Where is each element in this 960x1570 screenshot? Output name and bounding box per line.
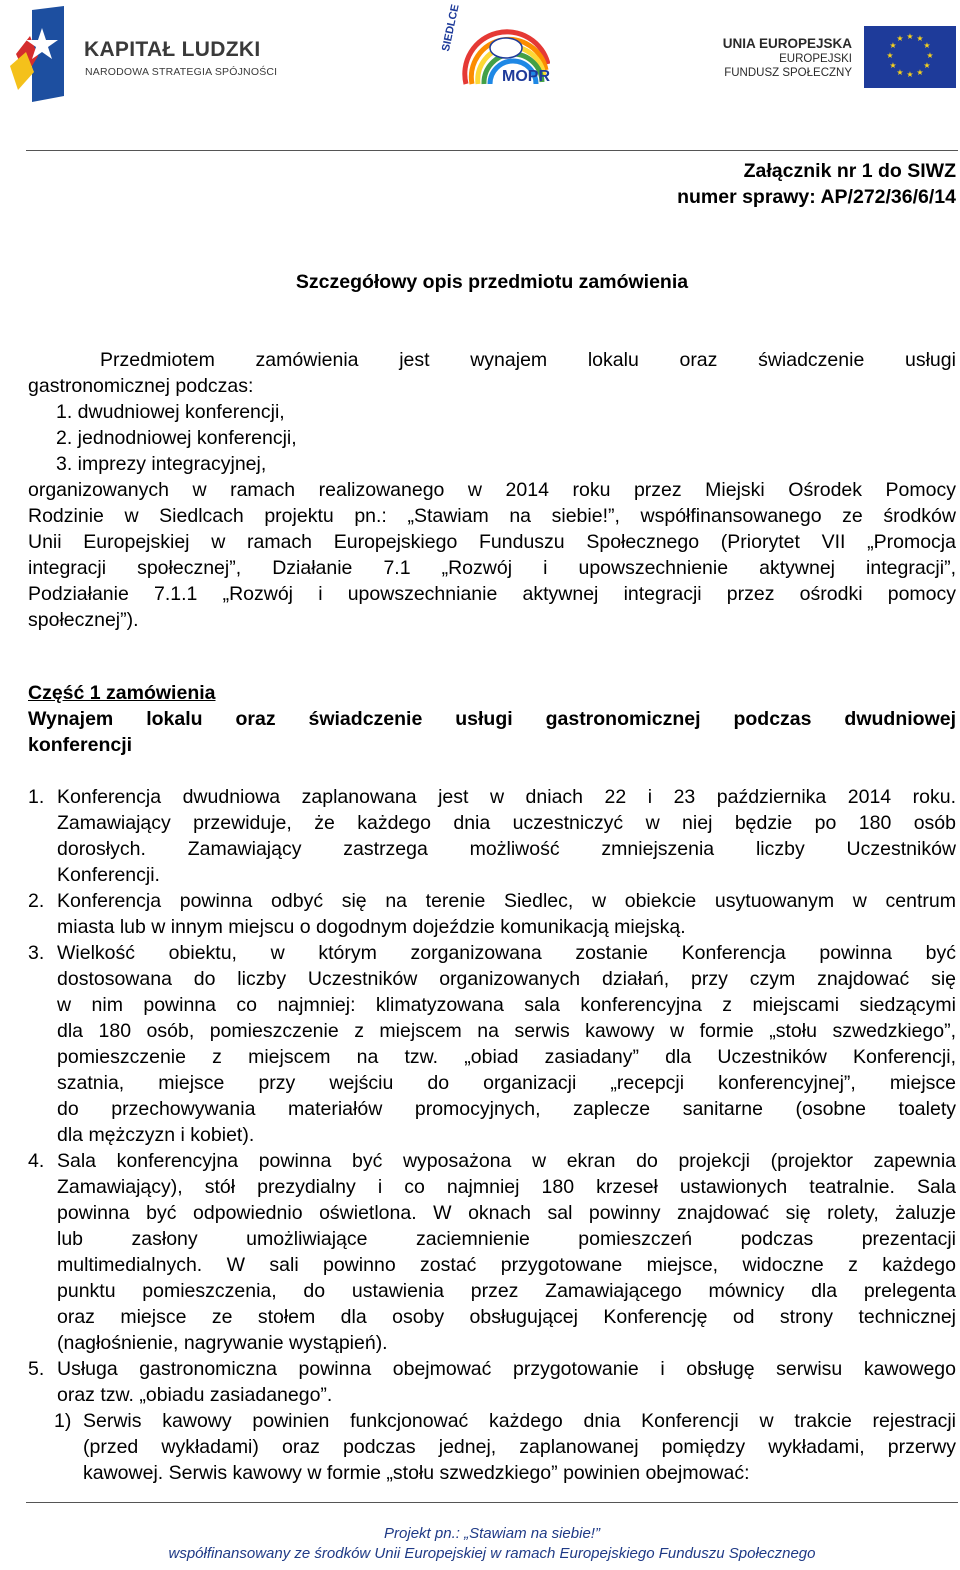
point-line-last: (nagłośnienie, nagrywanie wystąpień). bbox=[57, 1332, 388, 1354]
eu-flag-icon bbox=[864, 26, 956, 88]
point-line-last: oraz tzw. „obiadu zasiadanego”. bbox=[57, 1384, 333, 1406]
intro-body-line: Podziałanie 7.1.1 „Rozwój i upowszechnianie aktywnej integracji przez ośrodki pomocy bbox=[28, 583, 956, 605]
eu-logo bbox=[700, 26, 956, 90]
svg-text:★: ★ bbox=[923, 41, 931, 50]
footer-project-line: Projekt pn.: „Stawiam na siebie!” bbox=[384, 1525, 600, 1542]
intro-word: usługi bbox=[904, 349, 956, 371]
kapital-ludzki-emblem bbox=[8, 6, 68, 102]
svg-text:★: ★ bbox=[896, 34, 904, 43]
subpoint-line-last: kawowej. Serwis kawowy w formie „stołu szwedzkiego” powinien obejmować: bbox=[83, 1462, 750, 1484]
intro-word: zamówienia bbox=[255, 349, 359, 371]
eu-line-2: EUROPEJSKI bbox=[779, 53, 852, 65]
svg-text:★: ★ bbox=[906, 32, 914, 41]
point-line: dostosowana do liczby Uczestników organizowanych działań, przy czym znajdować się bbox=[57, 968, 956, 990]
part1-subheading: Wynajem lokalu oraz świadczenie usługi gastronomicznej podczas dwudniowej bbox=[28, 708, 956, 730]
svg-text:★: ★ bbox=[923, 61, 931, 70]
intro-word: jest bbox=[399, 349, 430, 371]
point-line: powinna być odpowiednio oświetlona. W oknach sal powinny znajdować się rolety, żaluzje bbox=[57, 1202, 956, 1224]
svg-text:★: ★ bbox=[906, 70, 914, 79]
footer-funding-line: współfinansowany ze środków Unii Europejskiej w ramach Europejskiego Funduszu Społecznego bbox=[168, 1545, 816, 1562]
point-line-last: Konferencji. bbox=[57, 864, 160, 886]
mopr-label: MOPR bbox=[502, 68, 550, 85]
point-number: 5. bbox=[28, 1358, 45, 1380]
subpoint-number: 1) bbox=[54, 1410, 72, 1432]
kapital-ludzki-logo bbox=[8, 6, 283, 102]
intro-body-line: Unii Europejskiej w ramach Europejskiego Funduszu Społecznego (Priorytet VII „Promocja bbox=[28, 531, 956, 553]
kapital-ludzki-subtitle: NARODOWA STRATEGIA SPÓJNOŚCI bbox=[85, 66, 278, 78]
mopr-logo bbox=[440, 3, 550, 88]
point-line: pomieszczenie z miejscem na tzw. „obiad zasiadany” dla Uczestników Konferencji, bbox=[57, 1046, 956, 1068]
header-divider bbox=[26, 150, 958, 151]
eu-line-3: FUNDUSZ SPOŁECZNY bbox=[724, 67, 852, 79]
svg-text:★: ★ bbox=[916, 34, 924, 43]
point-line: do przechowywania materiałów promocyjnych, zaplecze sanitarne (osobne toalety bbox=[57, 1098, 956, 1120]
point-line: Zamawiający przewiduje, że każdego dnia uczestniczyć w niej będzie po 180 osób bbox=[57, 812, 956, 834]
intro-body-last: społecznej”). bbox=[28, 609, 139, 631]
point-line-last: dla mężczyzn i kobiet). bbox=[57, 1124, 255, 1146]
svg-text:★: ★ bbox=[926, 51, 934, 60]
intro-list-item: 1. dwudniowej konferencji, bbox=[56, 401, 285, 423]
svg-text:★: ★ bbox=[916, 68, 924, 77]
point-line: dorosłych. Zamawiający zastrzega możliwość zmniejszenia liczby Uczestników bbox=[57, 838, 956, 860]
point-line: Usługa gastronomiczna powinna obejmować przygotowanie i obsługę serwisu kawowego bbox=[57, 1358, 956, 1380]
annex-line-1: Załącznik nr 1 do SIWZ bbox=[743, 160, 956, 182]
svg-text:★: ★ bbox=[889, 41, 897, 50]
intro-word: świadczenie bbox=[758, 349, 865, 371]
point-line: oraz miejsce ze stołem dla osoby obsługującej Konferencję od strony technicznej bbox=[57, 1306, 956, 1328]
mopr-city: SIEDLCE bbox=[440, 3, 462, 53]
point-number: 3. bbox=[28, 942, 45, 964]
intro-list-item: 3. imprezy integracyjnej, bbox=[56, 453, 267, 475]
annex-line-2: numer sprawy: AP/272/36/6/14 bbox=[677, 186, 956, 208]
point-line: Konferencja powinna odbyć się na terenie Siedlec, w obiekcie usytuowanym w centrum bbox=[57, 890, 956, 912]
subpoint-line: (przed wykładami) oraz podczas jednej, zaplanowanej pomiędzy wykładami, przerwy bbox=[83, 1436, 956, 1458]
intro-word: Przedmiotem bbox=[100, 349, 215, 371]
svg-text:★: ★ bbox=[886, 51, 894, 60]
point-line: Wielkość obiektu, w którym zorganizowana zostanie Konferencja powinna być bbox=[57, 942, 956, 964]
point-line: szatnia, miejsce przy wejściu do organizacji „recepcji konferencyjnej”, miejsce bbox=[57, 1072, 956, 1094]
point-number: 4. bbox=[28, 1150, 45, 1172]
point-line: punktu pomieszczenia, do ustawienia przez Zamawiającego mównicy dla prelegenta bbox=[57, 1280, 956, 1302]
intro-body-line: integracji społecznej”, Działanie 7.1 „Rozwój i upowszechnienie aktywnej integracji”, bbox=[28, 557, 956, 579]
intro-body-line: Rodzinie w Siedlcach projektu pn.: „Stawiam na siebie!”, współfinansowanego ze środków bbox=[28, 505, 956, 527]
intro-word: lokalu bbox=[587, 349, 639, 371]
point-line: multimedialnych. W sali powinno zostać przygotowane miejsce, widoczne z każdego bbox=[57, 1254, 956, 1276]
svg-text:★: ★ bbox=[896, 68, 904, 77]
part1-heading: Część 1 zamówienia bbox=[28, 682, 216, 704]
point-line: Sala konferencyjna powinna być wyposażona w ekran do projekcji (projektor zapewnia bbox=[57, 1150, 956, 1172]
point-line-last: miasta lub w innym miejscu o dogodnym dojeździe komunikacją miejską. bbox=[57, 916, 686, 938]
eu-line-1: UNIA EUROPEJSKA bbox=[722, 36, 852, 51]
point-line: dla 180 osób, pomieszczenie z miejscem na serwis kawowy w formie „stołu szwedzkiego”, bbox=[57, 1020, 956, 1042]
svg-text:★: ★ bbox=[889, 61, 897, 70]
point-line: lub zasłony umożliwiające zaciemnienie pomieszczeń podczas prezentacji bbox=[57, 1228, 956, 1250]
point-number: 2. bbox=[28, 890, 45, 912]
intro-word: wynajem bbox=[470, 349, 548, 371]
footer-divider bbox=[26, 1502, 958, 1503]
point-number: 1. bbox=[28, 786, 45, 808]
point-line: Zamawiający), stół prezydialny i co najmniej 180 krzeseł ustawionych teatralnie. Sala bbox=[57, 1176, 956, 1198]
intro-first-line bbox=[100, 347, 956, 373]
intro-list-item: 2. jednodniowej konferencji, bbox=[56, 427, 297, 449]
kapital-ludzki-title: KAPITAŁ LUDZKI bbox=[84, 38, 261, 61]
intro-body-line: organizowanych w ramach realizowanego w 2014 roku przez Miejski Ośrodek Pomocy bbox=[28, 479, 956, 501]
document-title: Szczegółowy opis przedmiotu zamówienia bbox=[295, 271, 689, 293]
subpoint-line: Serwis kawowy powinien funkcjonować każdego dnia Konferencji w trakcie rejestracji bbox=[83, 1410, 956, 1432]
intro-second-line: gastronomicznej podczas: bbox=[28, 375, 254, 397]
intro-word: oraz bbox=[679, 349, 718, 371]
part1-subheading-end: konferencji bbox=[28, 734, 133, 756]
point-line: Konferencja dwudniowa zaplanowana jest w dniach 22 i 23 października 2014 roku. bbox=[57, 786, 956, 808]
point-line: w nim powinna co najmniej: klimatyzowana sala konferencyjna z miejscami siedzącymi bbox=[57, 994, 956, 1016]
